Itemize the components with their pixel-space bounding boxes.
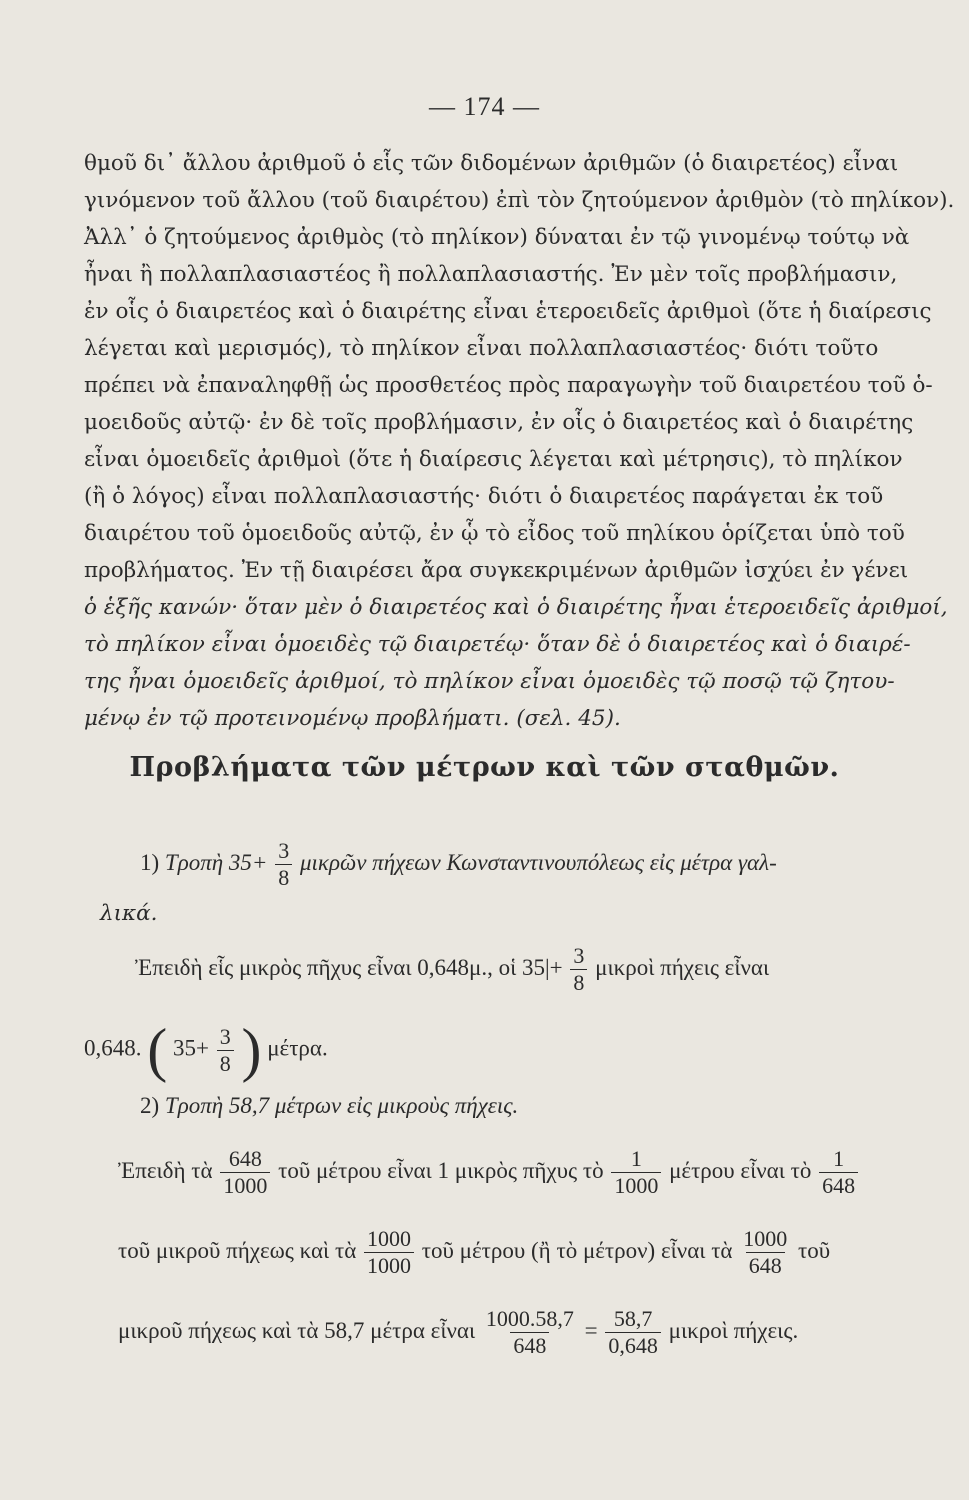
problem-text: μικρῶν πήχεων Κωνσταντινουπόλεως εἰς μέτρα γαλ- bbox=[299, 849, 777, 875]
denominator: 8 bbox=[217, 1050, 234, 1075]
numerator: 1000 bbox=[743, 1226, 788, 1251]
problem-2-solution-line bbox=[118, 1308, 798, 1357]
problem-text: Τροπὴ 58,7 μέτρων εἰς μικροὺς πήχεις. bbox=[164, 1093, 519, 1118]
problem-number: 2) bbox=[140, 1093, 160, 1118]
numerator: 1 bbox=[630, 1146, 642, 1171]
result-unit: μέτρα. bbox=[267, 1035, 328, 1061]
denominator: 1000 bbox=[364, 1252, 414, 1277]
numerator: 1000 bbox=[367, 1226, 412, 1251]
fraction bbox=[611, 1148, 661, 1197]
text-line: ὁ ἑξῆς κανών· ὅταν μὲν ὁ διαιρετέος καὶ ὁ διαιρέτης ἦναι ἑτεροειδεῖς ἀριθμοί, bbox=[84, 595, 948, 620]
fraction bbox=[483, 1308, 577, 1357]
denominator: 0,648 bbox=[605, 1332, 661, 1357]
solution-text: μικροὶ πήχεις εἶναι bbox=[595, 954, 770, 980]
text-line: Ἀλλ᾿ ὁ ζητούμενος ἀριθμὸς (τὸ πηλίκον) δύναται ἐν τῷ γινομένῳ τούτῳ νὰ bbox=[84, 225, 910, 250]
fraction bbox=[220, 1148, 270, 1197]
text-line: ἦναι ἢ πολλαπλασιαστέος ἢ πολλαπλασιαστής. Ἐν μὲν τοῖς προβλήμασιν, bbox=[84, 262, 898, 287]
result-coefficient: 0,648. bbox=[84, 1035, 142, 1061]
numerator: 3 bbox=[219, 1023, 231, 1049]
denominator: 8 bbox=[570, 969, 587, 994]
text-line: της ἦναι ὁμοειδεῖς ἀριθμοί, τὸ πηλίκον εἶναι ὁμοειδὲς τῷ ποσῷ τῷ ζητου- bbox=[84, 669, 895, 694]
numerator: 58,7 bbox=[613, 1306, 653, 1331]
text-line: πρέπει νὰ ἐπαναληφθῇ ὡς προσθετέος πρὸς παραγωγὴν τοῦ διαιρετέου τοῦ ὁ- bbox=[84, 373, 933, 398]
solution-text: τοῦ μικροῦ πήχεως καὶ τὰ bbox=[118, 1237, 357, 1263]
solution-text: μικροῦ πήχεως καὶ τὰ 58,7 μέτρα εἶναι bbox=[118, 1317, 476, 1343]
text-line: ἐν οἷς ὁ διαιρετέος καὶ ὁ διαιρέτης εἶναι ἑτεροειδεῖς ἀριθμοὶ (ὅτε ἡ διαίρεσις bbox=[84, 299, 932, 324]
denominator: 648 bbox=[746, 1252, 785, 1277]
left-paren: ( bbox=[147, 1017, 168, 1083]
problem-2-solution-line bbox=[118, 1148, 860, 1197]
problem-1-result-line bbox=[84, 1017, 328, 1083]
fraction bbox=[217, 1023, 234, 1076]
solution-text: μέτρου εἶναι τὸ bbox=[669, 1157, 812, 1183]
equals-sign: = bbox=[584, 1317, 598, 1343]
text-line: εἶναι ὁμοειδεῖς ἀριθμοὶ (ὅτε ἡ διαίρεσις λέγεται καὶ μέτρησις), τὸ πηλίκον bbox=[84, 447, 903, 472]
solution-text: τοῦ μέτρου εἶναι 1 μικρὸς πῆχυς τὸ bbox=[278, 1157, 604, 1183]
section-heading: Προβλήματα τῶν μέτρων καὶ τῶν σταθμῶν. bbox=[129, 752, 840, 783]
solution-text: Ἐπειδὴ εἷς μικρὸς πῆχυς εἶναι 0,648μ., οἱ 35|+ bbox=[135, 954, 563, 980]
right-paren: ) bbox=[241, 1017, 262, 1083]
problem-1-line bbox=[140, 840, 777, 889]
fraction bbox=[364, 1228, 414, 1277]
text-line: μοειδοῦς αὐτῷ· ἐν δὲ τοῖς προβλήμασιν, ἐν οἷς ὁ διαιρετέος καὶ ὁ διαιρέτης bbox=[84, 410, 914, 435]
numerator: 3 bbox=[278, 838, 290, 863]
denominator: 1000 bbox=[220, 1172, 270, 1197]
page-number: — 174 — bbox=[429, 92, 540, 121]
problem-1-continuation: λικά. bbox=[100, 901, 158, 926]
text-line: λέγεται καὶ μερισμός), τὸ πηλίκον εἶναι πολλαπλασιαστέος· διότι τοῦτο bbox=[84, 336, 879, 361]
denominator: 8 bbox=[275, 864, 292, 889]
denominator: 1000 bbox=[611, 1172, 661, 1197]
fraction bbox=[275, 840, 292, 889]
numerator: 1000.58,7 bbox=[485, 1306, 574, 1331]
text-line: τὸ πηλίκον εἶναι ὁμοειδὲς τῷ διαιρετέῳ· ὅταν δὲ ὁ διαιρετέος καὶ ὁ διαιρέ- bbox=[84, 632, 911, 657]
result-term: 35+ bbox=[172, 1035, 209, 1061]
problem-number: 1) bbox=[140, 849, 160, 875]
problem-2-solution-line bbox=[118, 1228, 830, 1277]
text-line: προβλήματος. Ἐν τῇ διαιρέσει ἄρα συγκεκριμένων ἀριθμῶν ἰσχύει ἐν γένει bbox=[84, 558, 909, 583]
problem-2-line bbox=[140, 1092, 518, 1120]
fraction bbox=[819, 1148, 858, 1197]
text-line: θμοῦ δι᾿ ἄλλου ἀριθμοῦ ὁ εἷς τῶν διδομένων ἀριθμῶν (ὁ διαιρετέος) εἶναι bbox=[84, 151, 899, 176]
problem-text: Τροπὴ 35+ bbox=[164, 849, 268, 875]
text-line: διαιρέτου τοῦ ὁμοειδοῦς αὐτῷ, ἐν ᾧ τὸ εἶδος τοῦ πηλίκου ὁρίζεται ὑπὸ τοῦ bbox=[84, 521, 905, 546]
numerator: 3 bbox=[573, 943, 585, 968]
numerator: 1 bbox=[833, 1146, 845, 1171]
solution-text: τοῦ μέτρου (ἢ τὸ μέτρον) εἶναι τὰ bbox=[421, 1237, 733, 1263]
text-line: μένῳ ἐν τῷ προτεινομένῳ προβλήματι. (σελ. 45). bbox=[84, 706, 621, 731]
fraction bbox=[740, 1228, 790, 1277]
denominator: 648 bbox=[819, 1172, 858, 1197]
solution-text: μικροὶ πήχεις. bbox=[668, 1317, 799, 1343]
problem-1-solution-line bbox=[135, 945, 769, 994]
text-line: (ἢ ὁ λόγος) εἶναι πολλαπλασιαστής· διότι ὁ διαιρετέος παράγεται ἐκ τοῦ bbox=[84, 484, 884, 509]
fraction bbox=[605, 1308, 661, 1357]
denominator: 648 bbox=[510, 1332, 549, 1357]
solution-text: τοῦ bbox=[797, 1237, 831, 1263]
solution-text: Ἐπειδὴ τὰ bbox=[118, 1157, 213, 1183]
text-line: γινόμενον τοῦ ἄλλου (τοῦ διαιρέτου) ἐπὶ τὸν ζητούμενον ἀριθμὸν (τὸ πηλίκον). bbox=[84, 188, 955, 213]
numerator: 648 bbox=[228, 1146, 262, 1171]
fraction bbox=[570, 945, 587, 994]
